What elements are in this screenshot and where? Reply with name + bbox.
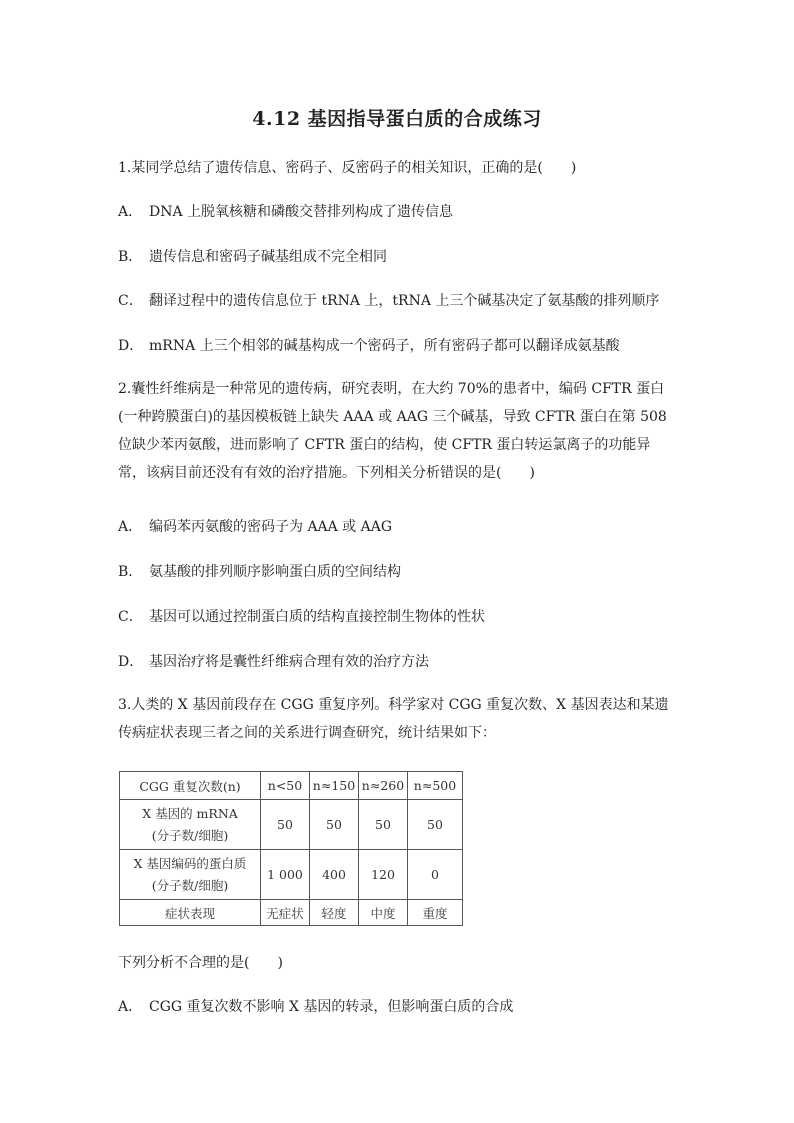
table-header-cell: n≈500 [408,772,463,800]
q2-option-a[interactable] [118,516,688,538]
table-cell: 50 [359,800,408,850]
option-text: 编码苯丙氨酸的密码子为 AAA 或 AAG [149,519,393,535]
option-label: B． [118,249,143,265]
option-text: 氨基酸的排列顺序影响蛋白质的空间结构 [149,564,401,580]
table-row [120,850,463,900]
q2-option-c[interactable] [118,606,688,628]
table-cell: 120 [359,850,408,900]
option-label: D． [118,654,144,670]
table-header-cell: n≈150 [310,772,359,800]
table-header-cell: CGG 重复次数(n) [120,772,261,800]
q1-option-c[interactable] [118,290,688,312]
table-cell: 1 000 [261,850,310,900]
table-cell: 重度 [408,900,463,926]
table-header-cell: n<50 [261,772,310,800]
table-row-label: 症状表现 [120,900,261,926]
option-label: C． [118,609,143,625]
option-text: mRNA 上三个相邻的碱基构成一个密码子，所有密码子都可以翻译成氨基酸 [149,338,620,354]
option-text: 基因可以通过控制蛋白质的结构直接控制生物体的性状 [149,609,485,625]
table-cell: 50 [310,800,359,850]
option-label: A． [118,519,143,535]
option-text: CGG 重复次数不影响 X 基因的转录，但影响蛋白质的合成 [149,999,514,1015]
q2-option-d[interactable] [118,651,688,673]
table-header-row [120,772,463,800]
option-text: 翻译过程中的遗传信息位于 tRNA 上，tRNA 上三个碱基决定了氨基酸的排列顺序 [149,293,660,309]
row-label-line: X 基因编码的蛋白质 [133,855,247,871]
option-text: 基因治疗将是囊性纤维病合理有效的治疗方法 [149,654,429,670]
table-row [120,900,463,926]
option-text: DNA 上脱氧核糖和磷酸交替排列构成了遗传信息 [149,204,454,220]
option-text: 遗传信息和密码子碱基组成不完全相同 [149,249,387,265]
page-title: 4.12 基因指导蛋白质的合成练习 [252,108,542,130]
option-label: D． [118,338,144,354]
question-1-stem: 1.某同学总结了遗传信息、密码子、反密码子的相关知识，正确的是( ) [118,160,577,176]
table-cell: 50 [261,800,310,850]
table-cell: 0 [408,850,463,900]
table-row-label [120,850,261,900]
row-label-line: X 基因的 mRNA [142,805,238,821]
option-label: A． [118,999,143,1015]
q3-option-a[interactable] [118,996,688,1018]
table-cell: 400 [310,850,359,900]
option-label: A． [118,204,143,220]
question-3-stem: 3.人类的 X 基因前段存在 CGG 重复序列。科学家对 CGG 重复次数、X 基因表达和某遗传病症状表现三者之间的关系进行调查研究，统计结果如下： [118,697,669,741]
row-label-line: (分子数/细胞) [151,827,229,843]
q1-option-d[interactable] [118,335,688,357]
table-row [120,800,463,850]
option-label: B． [118,564,143,580]
q1-option-a[interactable] [118,201,688,223]
table-row-label [120,800,261,850]
question-2-stem: 2.囊性纤维病是一种常见的遗传病，研究表明，在大约 70%的患者中，编码 CFTR 蛋白(一种跨膜蛋白)的基因模板链上缺失 AAA 或 AAG 三个碱基，导致 CFTR 蛋白在第 508 位缺少苯丙氨酸，进而影响了 CFTR 蛋白的结构，使 CFTR 蛋白转运氯离子的功能异常，该病目前还没有有效的治疗措施。下列相关分析错误的是( ) [118,381,667,481]
table-cell: 中度 [359,900,408,926]
question-3-prompt: 下列分析不合理的是( ) [118,955,283,971]
table-header-cell: n≈260 [359,772,408,800]
cgg-results-table [119,771,463,926]
table-cell: 轻度 [310,900,359,926]
option-label: C． [118,293,143,309]
table-cell: 无症状 [261,900,310,926]
q1-option-b[interactable] [118,246,688,268]
table-cell: 50 [408,800,463,850]
q2-option-b[interactable] [118,561,688,583]
row-label-line: (分子数/细胞) [151,877,229,893]
